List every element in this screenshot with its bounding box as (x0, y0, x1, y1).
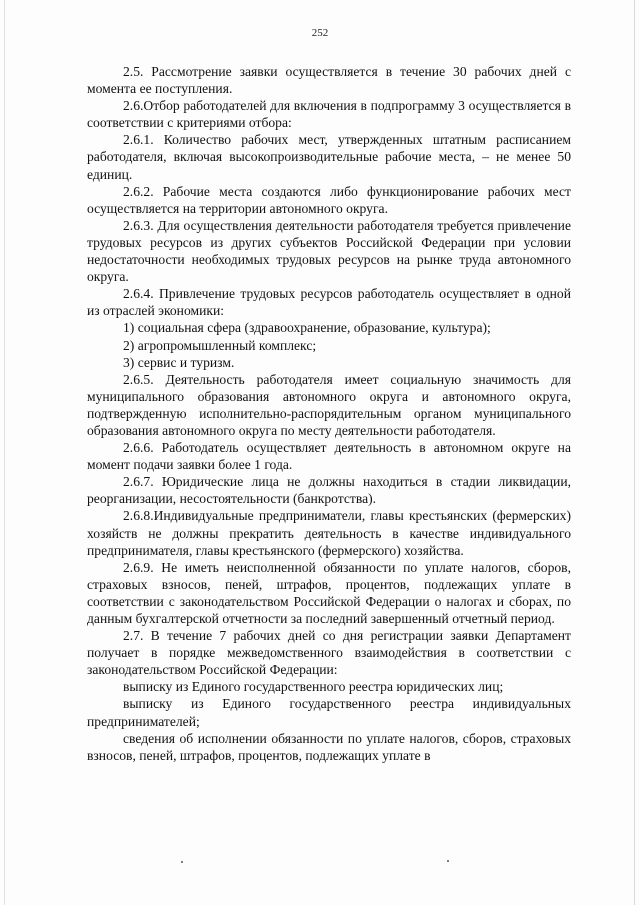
list-item-1: 1) социальная сфера (здравоохранение, образование, культура); (123, 320, 491, 336)
paragraph-2-7: 2.7. В течение 7 рабочих дней со дня регистрации заявки Департамент получает в порядке межведомственного взаимодействия в соответствии с законодательством Российской Федерации: (87, 628, 571, 678)
extract-legal-entities: выписку из Единого государственного реестра юридических лиц; (123, 679, 504, 695)
page-number: 252 (311, 27, 329, 39)
paragraph-2-6-6: 2.6.6. Работодатель осуществляет деятельность в автономном округе на момент подачи заявки более 1 года. (87, 440, 571, 473)
paragraph-2-5: 2.5. Рассмотрение заявки осуществляется в течение 30 рабочих дней с момента ее поступления. (87, 64, 571, 97)
paragraph-2-6-1: 2.6.1. Количество рабочих мест, утвержденных штатным расписанием работодателя, включая высокопроизводительные рабочие места, – не менее 50 единиц. (87, 132, 571, 182)
paragraph-2-6-7: 2.6.7. Юридические лица не должны находиться в стадии ликвидации, реорганизации, несостоятельности (банкротства). (87, 474, 571, 507)
paragraph-2-6-4: 2.6.4. Привлечение трудовых ресурсов работодатель осуществляет в одной из отраслей экономики: (87, 286, 571, 319)
paragraph-2-6-9: 2.6.9. Не иметь неисполненной обязанности по уплате налогов, сборов, страховых взносов, пеней, штрафов, процентов, подлежащих уплате в соответствии с законодательством Российской Федерации о налогах и сборах, по данным бухгалтерской отчетности за последний завершенный отчетный период. (87, 559, 571, 626)
list-item-2: 2) агропромышленный комплекс; (123, 337, 317, 353)
document-body (87, 63, 571, 764)
extract-entrepreneurs: выписку из Единого государственного реестра индивидуальных предпринимателей; (87, 696, 571, 729)
scan-speck-right (447, 860, 449, 862)
tax-obligation-info: сведения об исполнении обязанности по уплате налогов, сборов, страховых взносов, пеней, штрафов, процентов, подлежащих уплате в (87, 730, 571, 763)
scan-edge-right (634, 0, 635, 905)
list-item-3: 3) сервис и туризм. (123, 354, 235, 370)
scan-speck-left (181, 861, 183, 863)
scan-edge-left (4, 0, 5, 905)
paragraph-2-6-2: 2.6.2. Рабочие места создаются либо функционирование рабочих мест осуществляется на территории автономного округа. (87, 183, 571, 216)
paragraph-2-6: 2.6.Отбор работодателей для включения в подпрограмму 3 осуществляется в соответствии с критериями отбора: (87, 98, 571, 131)
paragraph-2-6-5: 2.6.5. Деятельность работодателя имеет социальную значимость для муниципального образования автономного округа и автономного округа, подтвержденную исполнительно-распорядительным органом муниципального образования автономного округа по месту деятельности работодателя. (87, 371, 571, 438)
paragraph-2-6-3: 2.6.3. Для осуществления деятельности работодателя требуется привлечение трудовых ресурсов из других субъектов Российской Федерации при условии недостаточности необходимых трудовых ресурсов на рынке труда автономного округа. (87, 217, 571, 285)
paragraph-2-6-8: 2.6.8.Индивидуальные предприниматели, главы крестьянских (фермерских) хозяйств не должны прекратить деятельность в качестве индивидуального предпринимателя, главы крестьянского (фермерского) хозяйства. (87, 508, 571, 558)
